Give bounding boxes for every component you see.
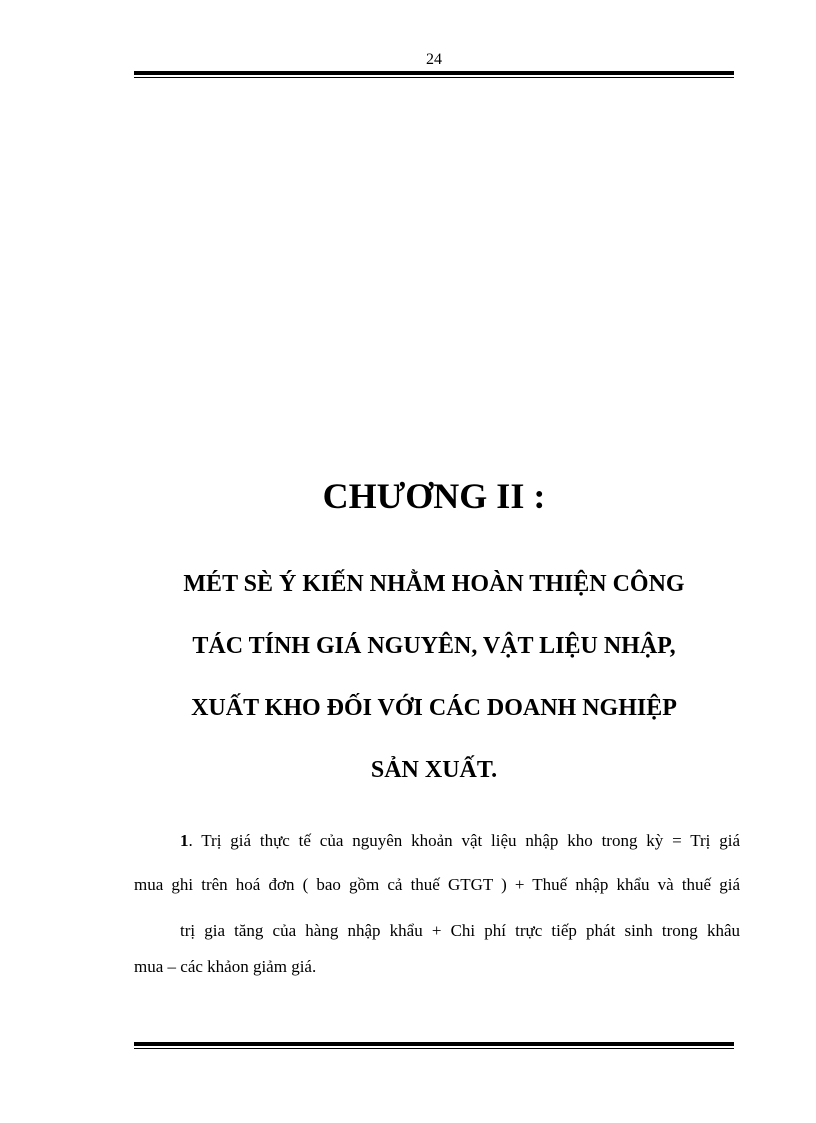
footer-rule — [134, 1042, 734, 1049]
body-paragraph — [134, 920, 740, 978]
item-number: 1 — [180, 831, 189, 850]
body-paragraph — [134, 830, 740, 896]
paragraph-text: . Trị giá thực tế của nguyên khoản vật liệu nhập kho trong kỳ = Trị giá — [188, 831, 740, 850]
chapter-subtitle — [134, 564, 734, 812]
chapter-title: CHƯƠNG II : — [322, 476, 546, 516]
paragraph-line: mua – các khảon giảm giá. — [134, 957, 317, 976]
paragraph-line: trị gia tăng của hàng nhập khẩu + Chi phí trực tiếp phát sinh trong khâu — [180, 921, 740, 940]
header-rule — [134, 71, 734, 78]
paragraph-line: mua ghi trên hoá đơn ( bao gồm cả thuế GTGT ) + Thuế nhập khẩu và thuế giá — [134, 875, 740, 894]
page-number: 24 — [426, 51, 442, 68]
chapter-subtitle-line: TÁC TÍNH GIÁ NGUYÊN, VẬT LIỆU NHẬP, — [192, 633, 676, 659]
chapter-subtitle-line: MÉT SÈ Ý KIẾN NHẰM HOÀN THIỆN CÔNG — [183, 571, 685, 597]
chapter-subtitle-line: XUẤT KHO ĐỐI VỚI CÁC DOANH NGHIỆP — [191, 695, 677, 721]
paragraph-line — [134, 830, 740, 874]
chapter-subtitle-line: SẢN XUẤT. — [370, 757, 498, 783]
